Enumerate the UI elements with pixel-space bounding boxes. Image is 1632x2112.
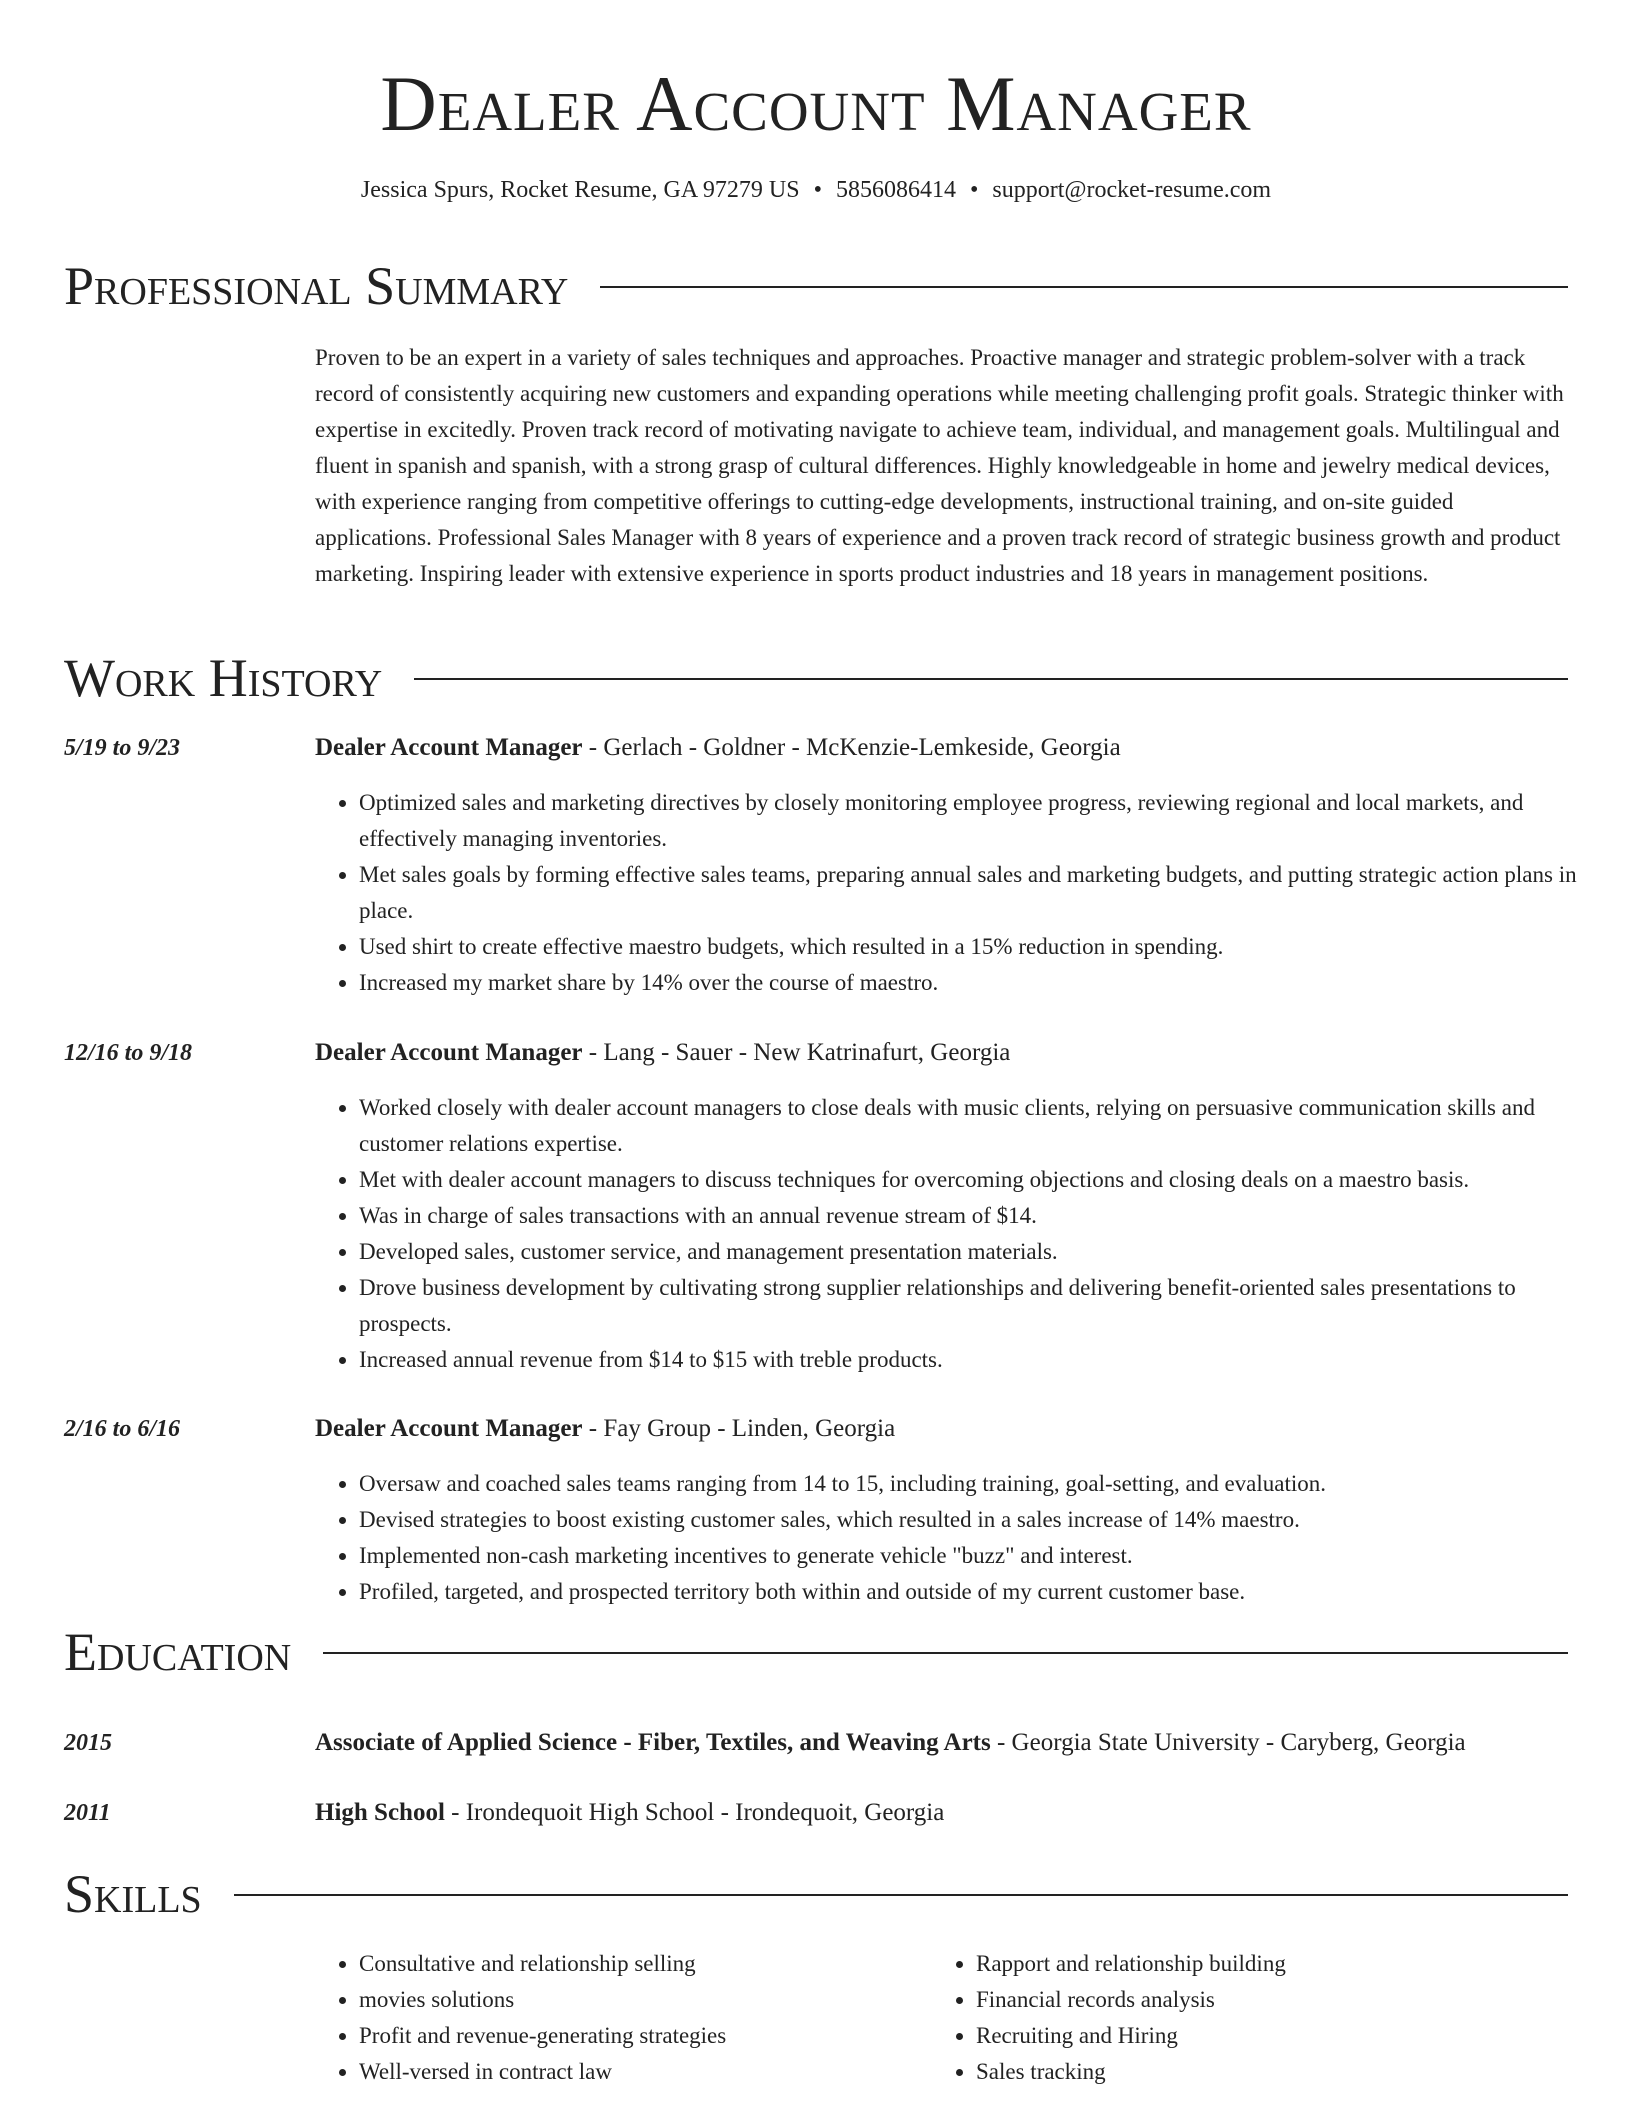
list-item: • Worked closely with dealer account managers to close deals with music clients, relying on persuasive communication skills and customer relations expertise.	[359, 1090, 1613, 1162]
contact-separator: •	[813, 177, 822, 203]
section-heading-education	[64, 1622, 1568, 1682]
job-company: - Gerlach - Goldner - McKenzie-Lemkeside, Georgia	[582, 734, 1121, 761]
section-divider	[414, 678, 1568, 680]
job-title: Dealer Account Manager	[315, 1039, 583, 1066]
list-item: • Met with dealer account managers to discuss techniques for overcoming objections and closing deals on a maestro basis.	[359, 1162, 1613, 1198]
contact-email: support@rocket-resume.com	[992, 177, 1272, 203]
education-school: - Georgia State University - Caryberg, Georgia	[990, 1729, 1466, 1756]
section-title-summary: Professional Summary	[64, 256, 569, 316]
skill-item: • Recruiting and Hiring	[976, 2018, 1569, 2054]
list-item: • Met sales goals by forming effective sales teams, preparing annual sales and marketing budgets, and putting strategic action plans in place.	[359, 857, 1613, 929]
job-bullets	[315, 1466, 1613, 1610]
job-company: - Fay Group - Linden, Georgia	[582, 1415, 896, 1442]
section-heading-skills	[64, 1864, 1568, 1924]
job-heading	[315, 1412, 1569, 1446]
job-heading	[315, 1036, 1569, 1070]
list-item: • Used shirt to create effective maestro budgets, which resulted in a 15% reduction in spending.	[359, 929, 1613, 965]
list-item: • Profiled, targeted, and prospected territory both within and outside of my current customer base.	[359, 1574, 1613, 1610]
skill-item: • Sales tracking	[976, 2054, 1569, 2090]
skills-list	[315, 1946, 1569, 2090]
education-year: 2015	[64, 1730, 112, 1756]
list-item: • Devised strategies to boost existing customer sales, which resulted in a sales increase of 14% maestro.	[359, 1502, 1613, 1538]
section-title-skills: Skills	[64, 1864, 202, 1924]
job-heading	[315, 731, 1569, 765]
list-item: • Optimized sales and marketing directives by closely monitoring employee progress, reviewing regional and local markets, and effectively managing inventories.	[359, 785, 1613, 857]
section-divider	[234, 1894, 1568, 1896]
list-item: • Was in charge of sales transactions with an annual revenue stream of $14.	[359, 1198, 1613, 1234]
job-company: - Lang - Sauer - New Katrinafurt, Georgia	[582, 1039, 1011, 1066]
list-item: • Increased annual revenue from $14 to $15 with treble products.	[359, 1342, 1613, 1378]
contact-separator: •	[969, 177, 979, 203]
skills-column-left	[315, 1946, 932, 2090]
skills-column-right	[932, 1946, 1569, 2090]
education-degree: High School	[315, 1799, 445, 1826]
section-title-education: Education	[64, 1622, 292, 1682]
section-heading-summary	[64, 256, 1568, 316]
skill-item: • movies solutions	[359, 1982, 932, 2018]
job-title: Dealer Account Manager	[315, 1415, 583, 1442]
contact-address: Jessica Spurs, Rocket Resume, GA 97279 US	[360, 177, 800, 203]
education-year: 2011	[64, 1800, 111, 1826]
list-item: • Drove business development by cultivating strong supplier relationships and delivering benefit-oriented sales presentations to prospects.	[359, 1270, 1613, 1342]
list-item: • Implemented non-cash marketing incentives to generate vehicle "buzz" and interest.	[359, 1538, 1613, 1574]
contact-phone: 5856086414	[835, 177, 956, 203]
section-divider	[600, 286, 1568, 288]
education-heading	[315, 1796, 1569, 1830]
summary-text: Proven to be an expert in a variety of sales techniques and approaches. Proactive manager and strategic problem-solver with a track record of consistently acquiring new customers and expanding operations while meeting challenging profit goals. Strategic thinker with expertise in excitedly. Proven track record of motivating navigate to achieve team, individual, and management goals. Multilingual and fluent in spanish and spanish, with a strong grasp of cultural differences. Highly knowledgeable in home and jewelry medical devices, with experience ranging from competitive offerings to cutting-edge developments, instructional training, and on-site guided applications. Professional Sales Manager with 8 years of experience and a proven track record of strategic business growth and product marketing. Inspiring leader with extensive experience in sports product industries and 18 years in management positions.	[315, 345, 1564, 586]
section-divider	[323, 1652, 1568, 1654]
job-bullets	[315, 785, 1613, 1001]
skill-item: • Consultative and relationship selling	[359, 1946, 932, 1982]
education-heading	[315, 1726, 1569, 1760]
list-item: • Increased my market share by 14% over the course of maestro.	[359, 965, 1613, 1001]
job-dates: 12/16 to 9/18	[64, 1040, 193, 1066]
skill-item: • Financial records analysis	[976, 1982, 1569, 2018]
education-degree: Associate of Applied Science - Fiber, Textiles, and Weaving Arts	[315, 1729, 991, 1756]
resume-title: Dealer Account Manager	[380, 60, 1252, 147]
list-item: • Developed sales, customer service, and management presentation materials.	[359, 1234, 1613, 1270]
job-dates: 5/19 to 9/23	[64, 735, 181, 761]
contact-line	[0, 174, 1632, 206]
section-heading-work	[64, 648, 1568, 708]
section-title-work: Work History	[64, 648, 383, 708]
skill-item: • Profit and revenue-generating strategies	[359, 2018, 932, 2054]
skill-item: • Rapport and relationship building	[976, 1946, 1569, 1982]
job-bullets	[315, 1090, 1613, 1378]
list-item: • Oversaw and coached sales teams ranging from 14 to 15, including training, goal-setting, and evaluation.	[359, 1466, 1613, 1502]
education-school: - Irondequoit High School - Irondequoit, Georgia	[444, 1799, 945, 1826]
job-title: Dealer Account Manager	[315, 734, 583, 761]
skill-item: • Well-versed in contract law	[359, 2054, 932, 2090]
job-dates: 2/16 to 6/16	[64, 1416, 181, 1442]
